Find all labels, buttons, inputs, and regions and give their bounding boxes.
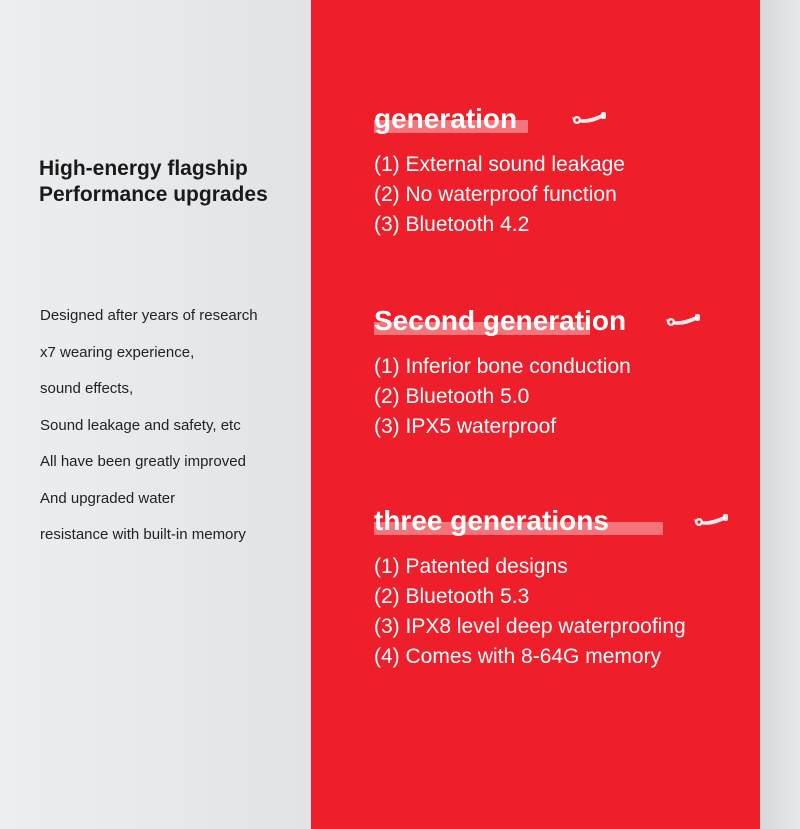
feature-item: (3) IPX5 waterproof	[374, 415, 557, 438]
generation-3-title-row	[374, 503, 754, 539]
generation-3-section	[374, 503, 754, 672]
headphones-icon	[568, 107, 608, 129]
description-line: sound effects,	[40, 380, 134, 397]
description-line: Designed after years of research	[40, 307, 258, 324]
feature-item: (3) IPX8 level deep waterproofing	[374, 615, 686, 638]
generation-3-list	[374, 552, 754, 672]
generation-2-title: Second generation	[374, 305, 627, 336]
feature-item: (2) Bluetooth 5.3	[374, 585, 530, 608]
generation-1-title: generation	[374, 103, 518, 134]
headphones-icon	[662, 309, 702, 331]
feature-item: (2) No waterproof function	[374, 183, 617, 206]
headline	[39, 156, 304, 208]
description-line: Sound leakage and safety, etc	[40, 416, 241, 434]
feature-item: (1) Inferior bone conduction	[374, 355, 631, 378]
generation-3-title: three generations	[374, 505, 609, 536]
feature-item: (4) Comes with 8-64G memory	[374, 645, 662, 668]
feature-item: (3) Bluetooth 4.2	[374, 213, 530, 236]
generation-1-section	[374, 101, 754, 240]
generation-2-list	[374, 352, 754, 442]
feature-item: (2) Bluetooth 5.0	[374, 385, 530, 408]
feature-item: (1) Patented designs	[374, 555, 568, 578]
description-line: x7 wearing experience,	[40, 343, 195, 361]
description-line: All have been greatly improved	[40, 453, 246, 470]
headphones-icon	[690, 509, 730, 531]
right-strip	[760, 0, 800, 829]
headline-line-2: Performance upgrades	[39, 183, 268, 206]
headline-line-1: High-energy flagship	[39, 157, 248, 180]
description-line: And upgraded water	[40, 489, 176, 507]
generation-2-title-row	[374, 303, 754, 339]
description-line: resistance with built-in memory	[40, 526, 246, 543]
generation-2-section	[374, 303, 754, 442]
description	[40, 301, 308, 557]
generation-1-title-row	[374, 101, 754, 137]
feature-item: (1) External sound leakage	[374, 153, 625, 176]
generation-1-list	[374, 150, 754, 240]
